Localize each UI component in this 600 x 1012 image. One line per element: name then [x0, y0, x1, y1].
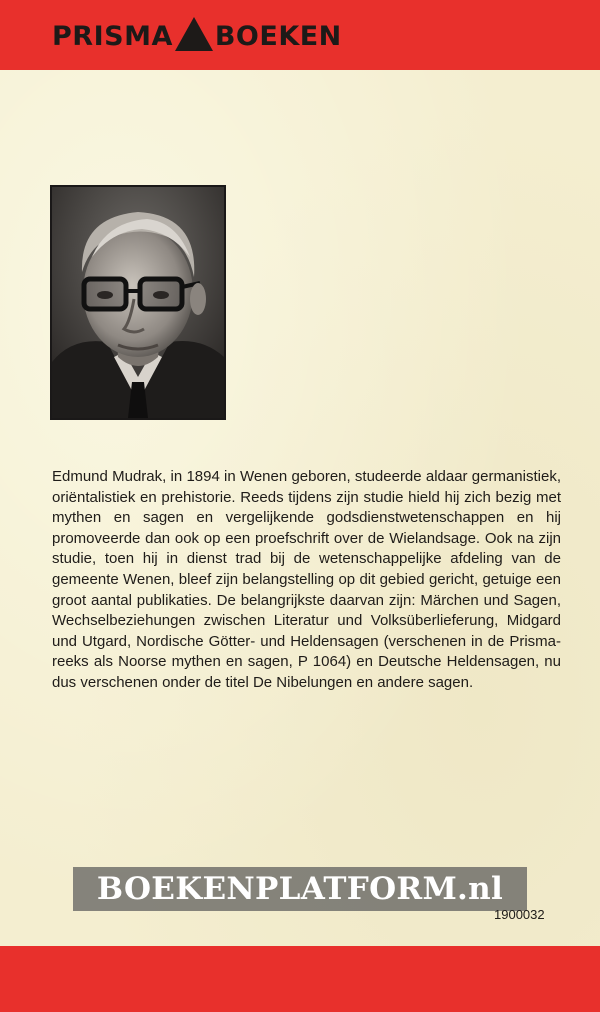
biography-text: Edmund Mudrak, in 1894 in Wenen geboren, studeerde aldaar germanistiek, oriëntalistiek en prehistorie. Reeds tijdens zijn studie hield hij zich bezig met mythen en sagen en vergelijkende godsdienstwetenschappen en hij promoveerde dan ook op een proefschrift over de Wielandsage. Ook na zijn studie, toen hij in dienst trad bij de wetenschappelijke afdeling van de gemeente Wenen, bleef zijn belangstelling op dit gebied gericht, getuige een groot aantal publikaties. De belangrijkste daarvan zijn: Märchen und Sagen, Wechselbeziehungen zwischen Literatur und Volksüberlieferung, Midgard und Utgard, Nordische Götter- und Heldensagen (verschenen in de Prisma-reeks als Noorse mythen en sagen, P 1064) en Deutsche Heldensagen, nu dus verschenen onder de titel De Nibelungen en andere sagen. — [52, 468, 561, 691]
publisher-name-right: BOEKEN — [214, 20, 342, 52]
triangle-icon — [175, 17, 213, 51]
catalog-number: 1900032 — [494, 907, 545, 922]
publisher-logo — [52, 16, 342, 56]
author-portrait — [52, 187, 224, 418]
publisher-name-left: PRISMA — [52, 20, 173, 52]
author-biography — [52, 467, 561, 694]
author-photo — [50, 185, 226, 420]
watermark: BOEKENPLATFORM.nl — [73, 867, 527, 911]
bottom-red-band — [0, 946, 600, 1012]
top-red-band — [0, 0, 600, 70]
